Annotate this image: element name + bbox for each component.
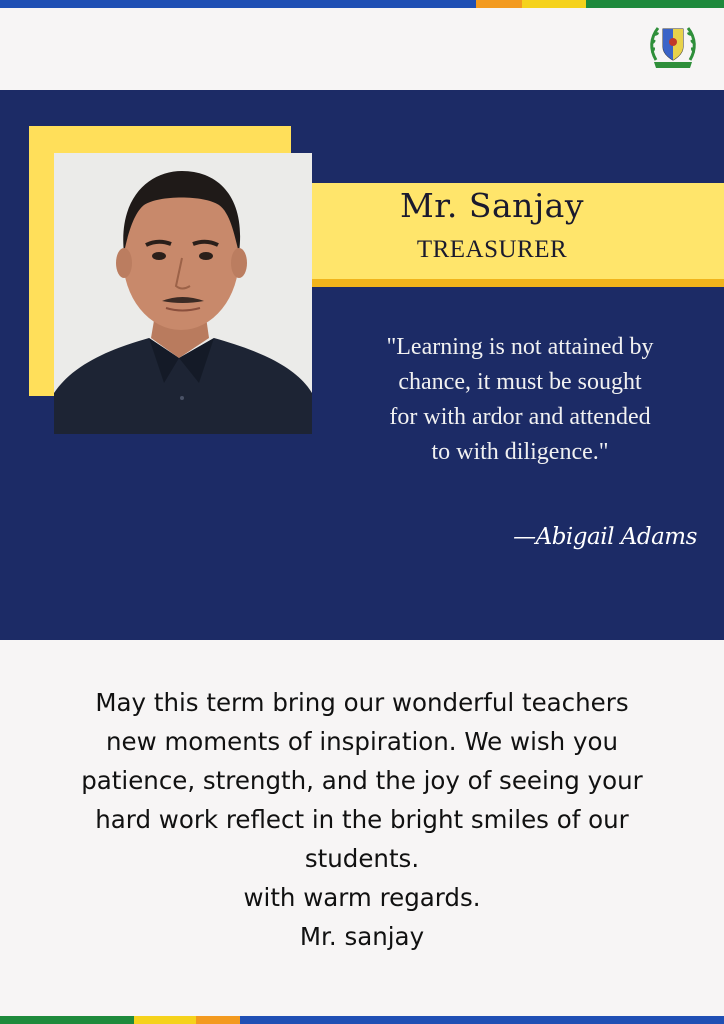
message-line: Mr. sanjay [299,922,425,951]
quote-line: to with diligence." [431,439,609,465]
message-line: patience, strength, and the joy of seeing your [81,766,643,795]
message-text [0,683,724,956]
message-line: new moments of inspiration. We wish you [106,727,618,756]
message-line: hard work reflect in the bright smiles of our [95,805,629,834]
message-line: May this term bring our wonderful teachers [95,688,629,717]
quote-line: chance, it must be sought [398,369,642,395]
message-line: students. [304,844,420,873]
quote-line: for with ardor and attended [389,404,651,430]
quote-author: —Abigail Adams [513,524,697,550]
quote-line: "Learning is not attained by [386,334,654,360]
profile-role: TREASURER [416,236,568,263]
portrait-photo [54,153,312,434]
message-line: with warm regards. [243,883,481,912]
school-crest-icon [646,20,700,74]
quote-text [350,330,690,470]
bottom-color-stripe [0,1016,724,1024]
top-color-stripe [0,0,724,8]
profile-name: Mr. Sanjay [399,186,584,225]
